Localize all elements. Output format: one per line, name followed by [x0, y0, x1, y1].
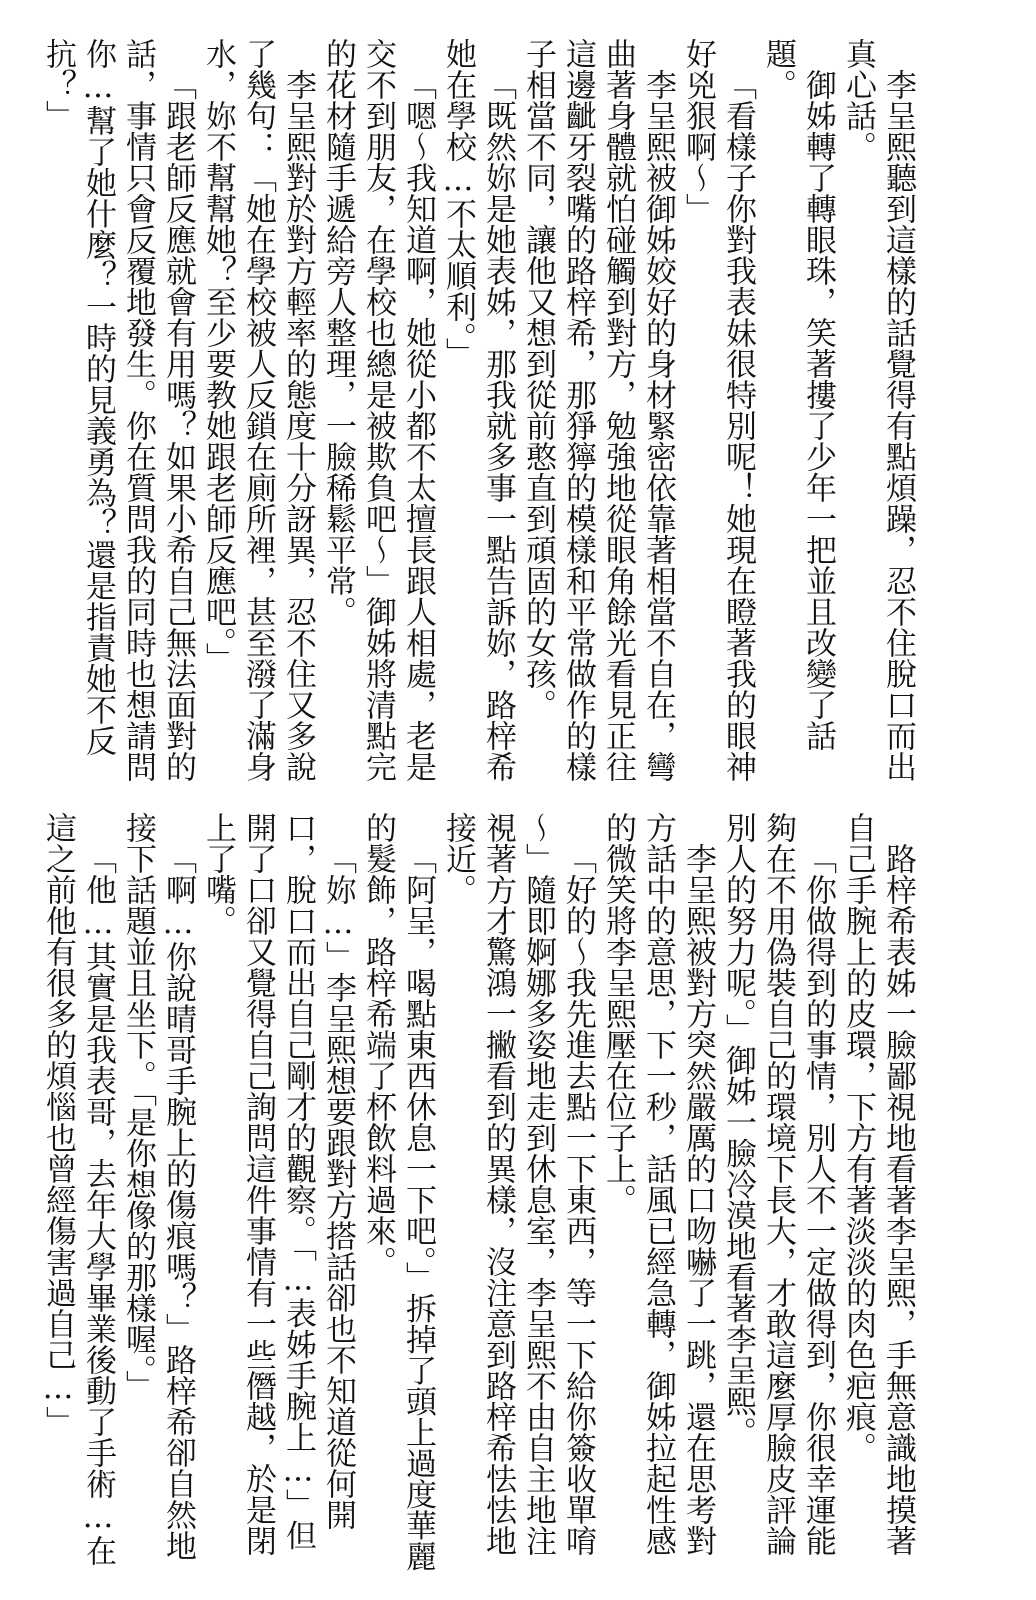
paragraph: 「看樣子你對我表妹很特別呢！她現在瞪著我的眼神好兇狠啊～」 — [680, 38, 756, 782]
paragraph: 「他…其實是我表哥，去年大學畢業後動了手術…在這之前他有很多的煩惱也曾經傷害過自己…」 — [40, 812, 116, 1566]
paragraph: 御姊轉了轉眼珠，笑著摟了少年一把並且改變了話題。 — [760, 38, 836, 751]
paragraph: 「你做得到的事情，別人不一定做得到，你很幸運能夠在不用偽裝自己的環境下長大，才敢這麼厚臉皮評論別人的努力呢。」御姊一臉冷漠地看著李呈熙。 — [720, 812, 836, 1556]
paragraph: 「既然妳是她表姊，那我就多事一點告訴妳，路梓希她在學校…不太順利。」 — [440, 38, 516, 782]
paragraph: 李呈熙對於對方輕率的態度十分訝異，忍不住又多說了幾句：「她在學校被人反鎖在廁所裡，甚至潑了滿身水，妳不幫幫她？至少要教她跟老師反應吧。」 — [200, 38, 316, 782]
paragraph: 路梓希表姊一臉鄙視地看著李呈熙，手無意識地摸著自己手腕上的皮環，下方有著淡淡的肉色疤痕。 — [840, 812, 916, 1556]
lower-text-block — [40, 812, 918, 1572]
paragraph: 「嗯～我知道啊，她從小都不太擅長跟人相處，老是交不到朋友，在學校也總是被欺負吧～」御姊將清點完的花材隨手遞給旁人整理，一臉稀鬆平常。 — [320, 38, 436, 782]
paragraph: 「好的～我先進去點一下東西，等一下給你簽收單唷～」隨即婀娜多姿地走到休息室，李呈熙不由自主地注視著方才驚鴻一撇看到的異樣，沒注意到路梓希怯怯地接近。 — [440, 812, 596, 1556]
paragraph: 「啊…你說晴哥手腕上的傷痕嗎？」路梓希卻自然地接下話題並且坐下。「是你想像的那樣喔。」 — [120, 812, 196, 1561]
paragraph: 「跟老師反應就會有用嗎？如果小希自己無法面對的話，事情只會反覆地發生。你在質問我的同時也想請問你…幫了她什麼？一時的見義勇為？還是指責她不反抗？」 — [40, 38, 196, 782]
paragraph: 「妳…」李呈熙想要跟對方搭話卻也不知道從何開口，脫口而出自己剛才的觀察。「…表姊手腕上…」但開了口卻又覺得自己詢問這件事情有一些僭越，於是閉上了嘴。 — [200, 812, 356, 1556]
paragraph: 「阿呈，喝點東西休息一下吧。」拆掉了頭上過度華麗的髮飾，路梓希端了杯飲料過來。 — [360, 812, 436, 1572]
upper-text-block — [40, 38, 918, 798]
paragraph: 李呈熙被御姊姣好的身材緊密依靠著相當不自在，彎曲著身體就怕碰觸到對方，勉強地從眼角餘光看見正往這邊齜牙裂嘴的路梓希，那猙獰的模樣和平常做作的樣子相當不同，讓他又想到從前憨直到頑固的女孩。 — [520, 38, 676, 782]
paragraph: 李呈熙聽到這樣的話覺得有點煩躁，忍不住脫口而出真心話。 — [840, 38, 916, 782]
paragraph: 李呈熙被對方突然嚴厲的口吻嚇了一跳，還在思考對方話中的意思，下一秒，話風已經急轉，御姊拉起性感的微笑將李呈熙壓在位子上。 — [600, 812, 716, 1556]
